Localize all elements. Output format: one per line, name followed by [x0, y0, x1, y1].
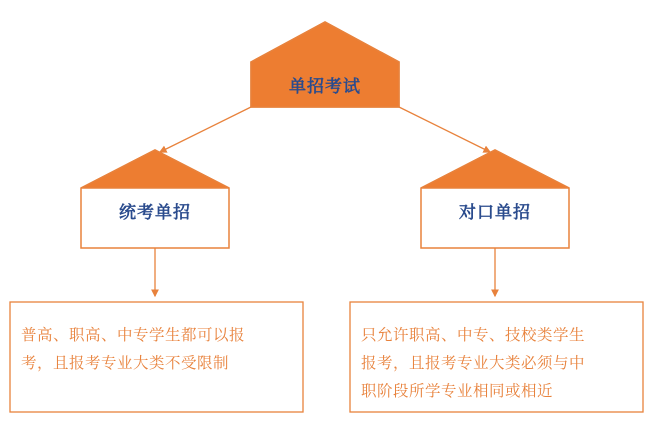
connector-root-to-right: [399, 107, 490, 152]
box-left-text: [21, 322, 301, 378]
box-right-line: 报考，且报考专业大类必须与中: [361, 355, 586, 372]
box-left-line: 考，且报考专业大类不受限制: [21, 355, 230, 372]
node-root-label: 单招考试: [289, 77, 361, 96]
node-right-label: 对口单招: [459, 203, 531, 222]
box-right-text: [361, 322, 641, 406]
box-left-line: 普高、职高、中专学生都可以报: [21, 327, 246, 344]
box-right-line: 只允许职高、中专、技校类学生: [361, 327, 586, 344]
box-right-line: 职阶段所学专业相同或相近: [361, 383, 554, 400]
node-left-label: 统考单招: [119, 203, 191, 222]
connector-root-to-left: [160, 107, 251, 152]
